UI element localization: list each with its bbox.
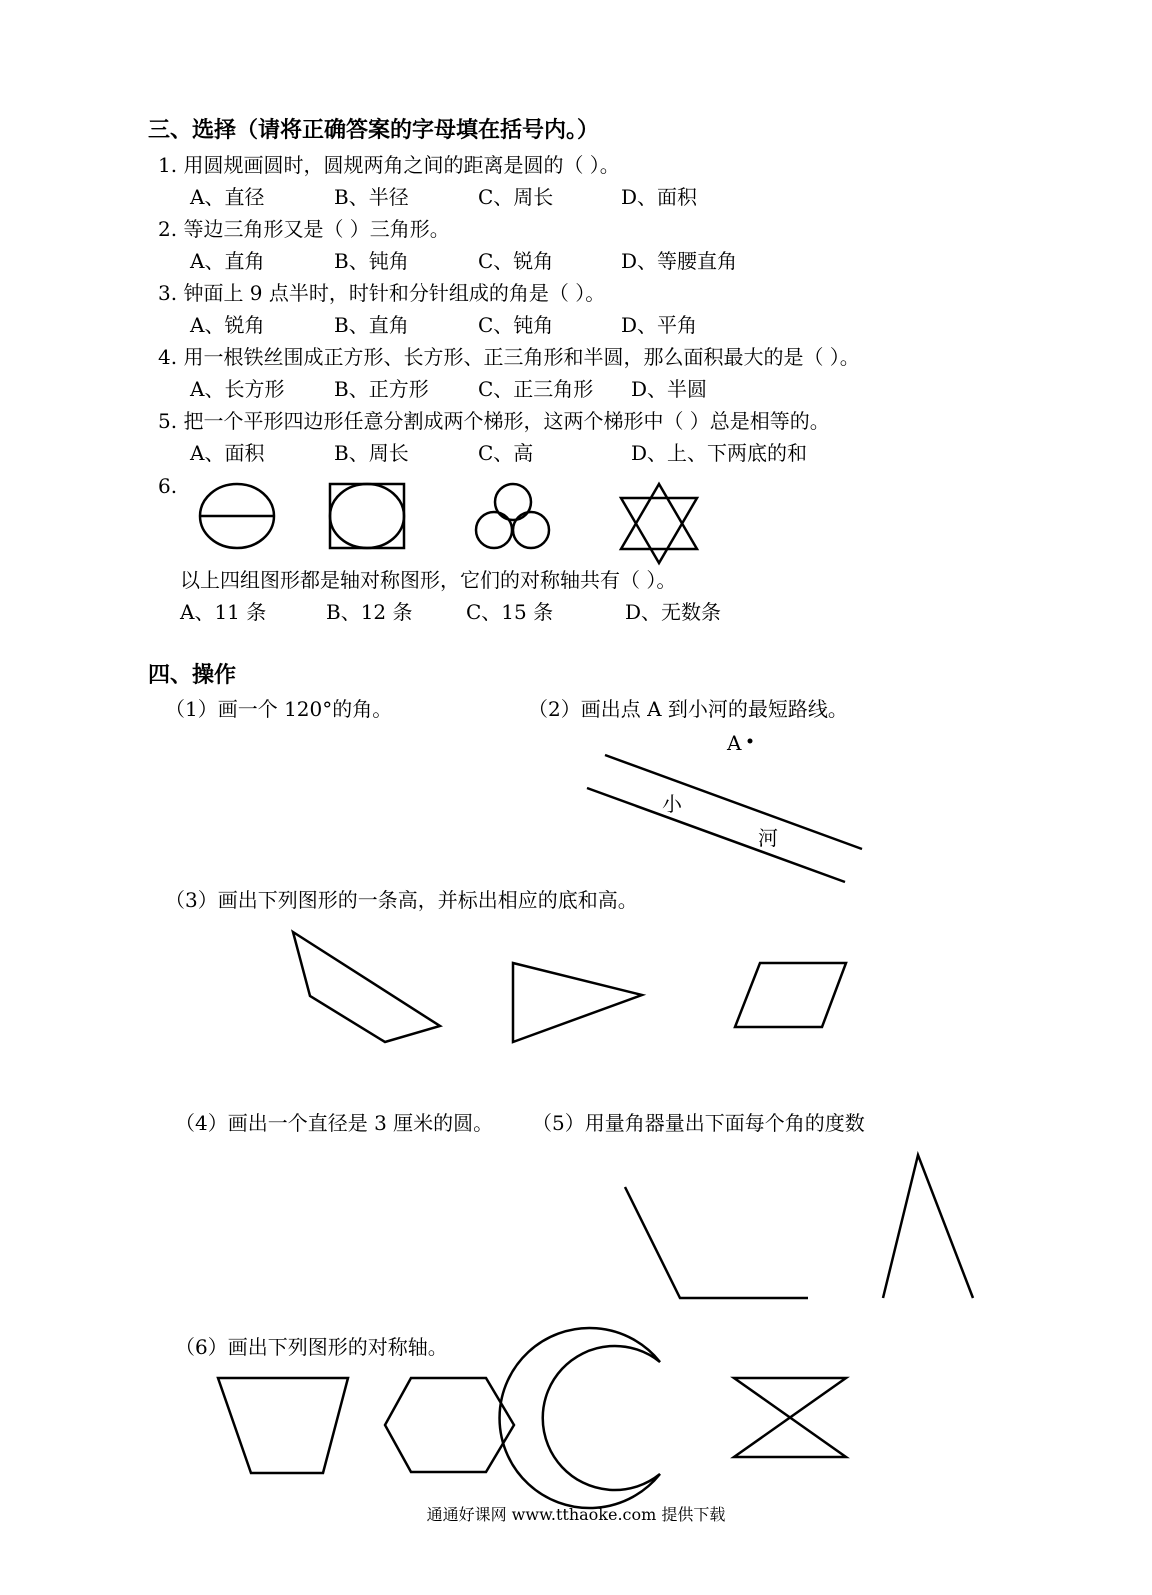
three-circles-figure: [476, 484, 549, 548]
task-4-text: （4）画出一个直径是 3 厘米的圆。: [175, 1111, 494, 1135]
obtuse-triangle-figure: [293, 932, 440, 1042]
q6-option-d: D、无数条: [625, 600, 722, 624]
hexagon-figure: [385, 1378, 514, 1472]
q4-option-c: C、正三角形: [478, 377, 594, 401]
acute-triangle-figure: [513, 963, 642, 1042]
section4-heading: 四、操作: [148, 663, 237, 688]
q1-option-b: B、半径: [334, 185, 409, 209]
crescent-moon-figure: [500, 1328, 660, 1508]
acute-angle-figure: [883, 1155, 973, 1298]
q1-option-c: C、周长: [478, 185, 554, 209]
question-4-text: 4. 用一根铁丝围成正方形、长方形、正三角形和半圆，那么面积最大的是（ ）。: [158, 345, 860, 369]
q2-option-a: A、直角: [190, 249, 265, 273]
circle-with-diameter-figure: [200, 484, 274, 548]
task-6-text: （6）画出下列图形的对称轴。: [175, 1335, 448, 1359]
q3-option-c: C、钝角: [478, 313, 554, 337]
trapezoid-figure: [218, 1378, 348, 1473]
q1-option-a: A、直径: [190, 185, 265, 209]
question-1-text: 1. 用圆规画圆时，圆规两角之间的距离是圆的（ ）。: [158, 153, 620, 177]
hourglass-figure: [734, 1378, 846, 1457]
q6-option-b: B、12 条: [326, 600, 413, 624]
footer-text: 通通好课网 www.tthaoke.com 提供下载: [426, 1505, 726, 1524]
task-5-text: （5）用量角器量出下面每个角的度数: [532, 1111, 865, 1135]
q5-option-d: D、上、下两底的和: [631, 441, 808, 465]
q5-option-c: C、高: [478, 441, 534, 465]
obtuse-angle-figure: [625, 1187, 808, 1298]
river-label-1: 小: [662, 792, 682, 816]
q6-option-c: C、15 条: [466, 600, 554, 624]
task-1-text: （1）画一个 120°的角。: [165, 697, 393, 721]
task-3-text: （3）画出下列图形的一条高，并标出相应的底和高。: [165, 888, 638, 912]
q3-option-a: A、锐角: [190, 313, 265, 337]
q3-option-b: B、直角: [334, 313, 409, 337]
river-label-2: 河: [758, 826, 778, 850]
question-3-text: 3. 钟面上 9 点半时，时针和分针组成的角是（ ）。: [158, 281, 606, 305]
q5-option-a: A、面积: [190, 441, 265, 465]
question-2-text: 2. 等边三角形又是（ ）三角形。: [158, 217, 450, 241]
circle-in-square-figure: [330, 484, 404, 548]
q2-option-b: B、钝角: [334, 249, 409, 273]
q1-option-d: D、面积: [621, 185, 698, 209]
q6-option-a: A、11 条: [180, 600, 267, 624]
q3-option-d: D、平角: [621, 313, 698, 337]
task-2-text: （2）画出点 A 到小河的最短路线。: [528, 697, 848, 721]
q2-option-c: C、锐角: [478, 249, 554, 273]
six-pointed-star-figure: [621, 484, 697, 563]
q4-option-b: B、正方形: [334, 377, 429, 401]
point-a-label: A: [727, 731, 742, 755]
section3-heading: 三、选择（请将正确答案的字母填在括号内。）: [148, 118, 600, 143]
river-figure: [587, 755, 862, 882]
question-5-text: 5. 把一个平形四边形任意分割成两个梯形，这两个梯形中（ ）总是相等的。: [158, 409, 830, 433]
q2-option-d: D、等腰直角: [621, 249, 738, 273]
q5-option-b: B、周长: [334, 441, 409, 465]
q4-option-d: D、半圆: [631, 377, 708, 401]
q4-option-a: A、长方形: [190, 377, 285, 401]
parallelogram-figure: [735, 963, 846, 1027]
question-6-number: 6.: [158, 474, 178, 498]
point-a-dot: [748, 739, 753, 744]
question-6-caption: 以上四组图形都是轴对称图形，它们的对称轴共有（ ）。: [180, 568, 677, 592]
